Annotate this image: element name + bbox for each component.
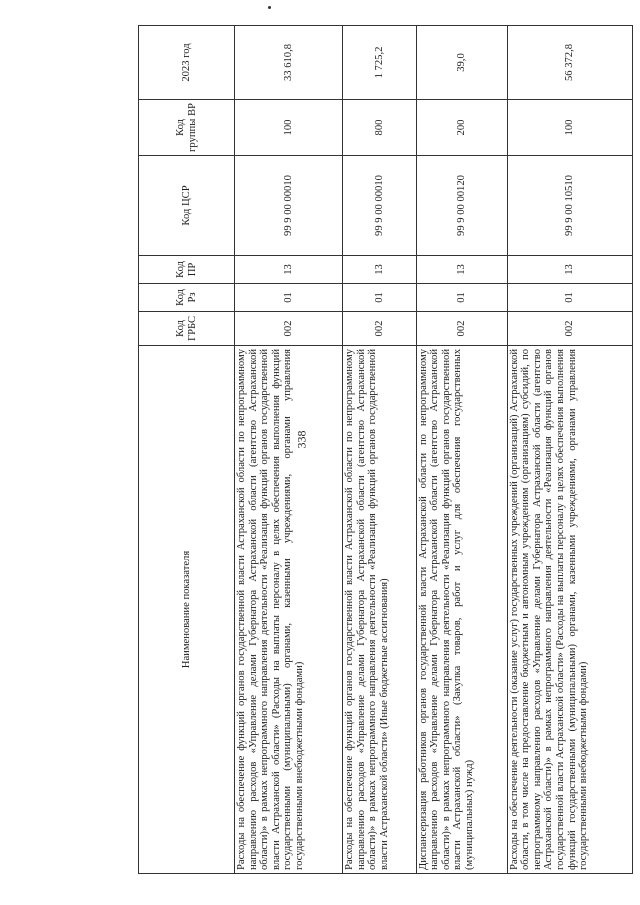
row-year: 39,0	[416, 26, 507, 100]
row-grbs: 002	[507, 312, 632, 346]
row-grbs: 002	[343, 312, 417, 346]
row-pr: 13	[416, 256, 507, 284]
row-csr: 99 9 00 00010	[235, 156, 343, 256]
row-vr: 100	[507, 100, 632, 156]
row-pr: 13	[507, 256, 632, 284]
budget-table-rotated	[138, 26, 633, 874]
row-rz: 01	[416, 284, 507, 312]
row-vr: 200	[416, 100, 507, 156]
row-rz: 01	[235, 284, 343, 312]
row-year: 33 610,8	[235, 26, 343, 100]
header-year: 2023 год	[139, 26, 235, 100]
header-vr: Код группы ВР	[139, 100, 235, 156]
row-csr: 99 9 00 00010	[343, 156, 417, 256]
table-row	[235, 26, 343, 874]
row-name: Расходы на обеспечение функций органов государственной власти Астраханской области по непрограммному направлению расходов «Управление делами Губернатора Астраханской области (агентство Астраханской области)» в рамках непрограммного направления деятельности «Реализация функций органов государственной власти Астраханской области» (Расходы на выплаты персоналу в целях обеспечения выполнения функций государственными (муниципальными) органами, казенными учреждениями, органами управления государственными внебюджетными фондами)	[235, 346, 343, 874]
row-vr: 800	[343, 100, 417, 156]
scan-speck	[268, 6, 271, 9]
budget-table	[138, 25, 633, 874]
header-name: Наименование показателя	[139, 346, 235, 874]
header-pr: Код ПР	[139, 256, 235, 284]
row-grbs: 002	[235, 312, 343, 346]
row-pr: 13	[343, 256, 417, 284]
table-row	[343, 26, 417, 874]
header-grbs: Код ГРБС	[139, 312, 235, 346]
row-rz: 01	[507, 284, 632, 312]
row-vr: 100	[235, 100, 343, 156]
header-rz: Код Рз	[139, 284, 235, 312]
row-rz: 01	[343, 284, 417, 312]
header-csr: Код ЦСР	[139, 156, 235, 256]
row-name: Диспансеризация работников органов государственной власти Астраханской области по непрограммному направлению расходов «Управление делами Губернатора Астраханской области (агентство Астраханской области)» в рамках непрограммного направления деятельности «Реализация функций органов государственной власти Астраханской области» (Закупка товаров, работ и услуг для обеспечения государственных (муниципальных) нужд)	[416, 346, 507, 874]
row-csr: 99 9 00 10510	[507, 156, 632, 256]
row-grbs: 002	[416, 312, 507, 346]
row-year: 56 372,8	[507, 26, 632, 100]
row-pr: 13	[235, 256, 343, 284]
table-header-row	[139, 26, 235, 874]
row-year: 1 725,2	[343, 26, 417, 100]
row-csr: 99 9 00 00120	[416, 156, 507, 256]
row-name: Расходы на обеспечение деятельности (оказание услуг) государственных учреждений (организаций) Астраханской области, в том числе на предоставление бюджетным и автономным учреждениям (организациям) субсидий, по непрограммному направлению расходов «Управление делами Губернатора Астраханской области (агентство Астраханской области)» в рамках непрограммного направления деятельности «Реализация функций органов государственной власти Астраханской области» (Расходы на выплаты персоналу в целях обеспечения выполнения функций государственными (муниципальными) органами, казенными учреждениями, органами управления государственными внебюджетными фондами)	[507, 346, 632, 874]
row-name: Расходы на обеспечение функций органов государственной власти Астраханской области по непрограммному направлению расходов «Управление делами Губернатора Астраханской области (агентство Астраханской области)» в рамках непрограммного направления деятельности «Реализация функций органов государственной власти Астраханской области» (Иные бюджетные ассигнования)	[343, 346, 417, 874]
table-row	[416, 26, 507, 874]
table-row	[507, 26, 632, 874]
page-number: 338	[294, 430, 309, 449]
